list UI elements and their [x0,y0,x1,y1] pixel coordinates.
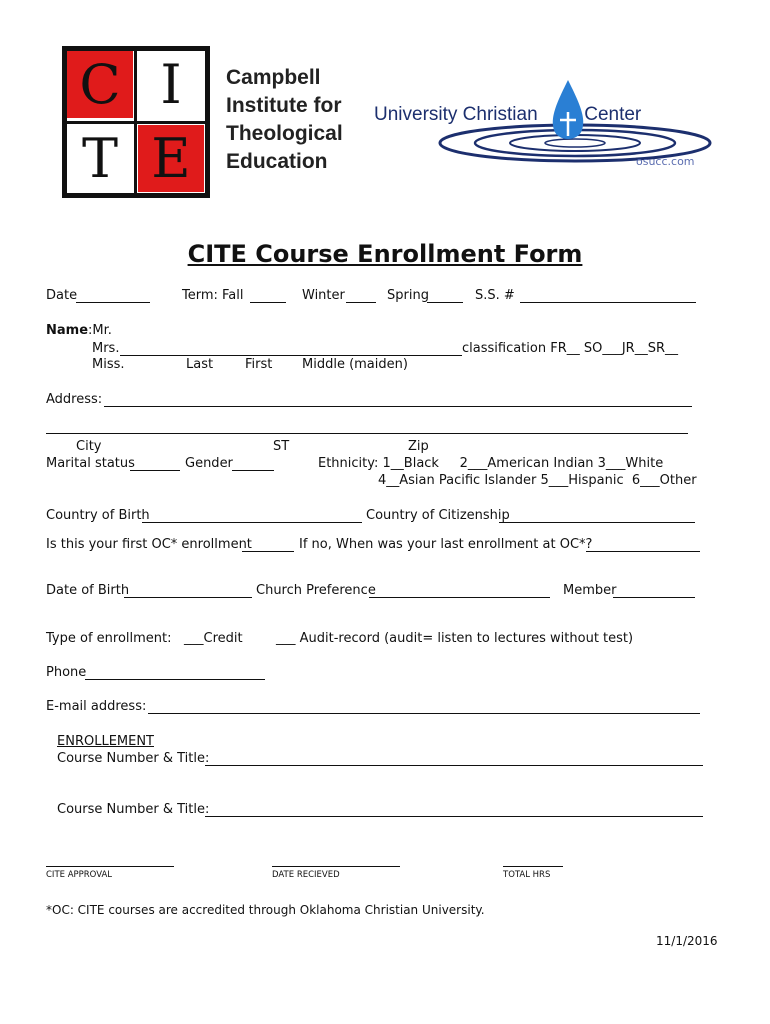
email-field[interactable] [148,713,700,714]
member-field[interactable] [613,597,695,598]
ethnicity-line-2[interactable]: 4__Asian Pacific Islander 5___Hispanic 6___Other [378,473,697,488]
title-mr: :Mr. [88,323,112,338]
state-caption: ST [273,439,290,454]
ucc-name-left: University Christian [374,104,538,125]
full-name-field[interactable] [120,355,462,356]
title-miss: Miss. [92,357,125,372]
cite-name-line: Institute for [226,94,342,117]
cite-approval-caption: CITE APPROVAL [46,870,113,880]
last-name-caption: Last [186,357,214,372]
email-label: E-mail address: [46,699,147,714]
country-of-citizenship-label: Country of Citizenship [366,508,510,523]
gender-field[interactable] [232,470,274,471]
course-2-label: Course Number & Title: [57,802,210,817]
logo-letter-c: C [67,51,133,118]
middle-name-caption: Middle (maiden) [302,357,408,372]
last-enrollment-field[interactable] [586,551,700,552]
form-title: CITE Course Enrollment Form [187,240,583,268]
country-of-citizenship-field[interactable] [499,522,695,523]
ucc-url: osucc.com [636,155,695,168]
date-received-field[interactable] [272,866,400,867]
ss-label: S.S. # [475,288,515,303]
total-hrs-caption: TOTAL HRS [503,870,551,880]
term-winter-field[interactable] [346,302,376,303]
title-mrs: Mrs. [92,341,120,356]
date-label: Date [46,288,78,303]
cite-name-line: Theological [226,122,343,145]
logo-letter-i: I [160,53,182,116]
course-1-field[interactable] [205,765,703,766]
ethnicity-line-1[interactable]: Ethnicity: 1__Black 2___American Indian 3___White [318,456,664,471]
course-1-label: Course Number & Title: [57,751,210,766]
first-enrollment-field[interactable] [242,551,294,552]
name-label [46,323,112,338]
date-of-birth-label: Date of Birth [46,583,130,598]
form-date: 11/1/2016 [656,934,718,948]
enrollement-heading: ENROLLEMENT [57,734,154,749]
country-of-birth-field[interactable] [142,522,362,523]
last-enrollment-label: If no, When was your last enrollment at OC*? [299,537,593,552]
term-winter-label: Winter [302,288,345,303]
ss-field[interactable] [520,302,696,303]
country-of-birth-label: Country of Birth [46,508,150,523]
logo-cross-horizontal [67,121,205,124]
footnote: *OC: CITE courses are accredited through Oklahoma Christian University. [46,903,485,917]
cite-name-line: Education [226,150,328,173]
cite-institute-name [226,64,343,176]
zip-caption: Zip [408,439,429,454]
term-spring-field[interactable] [427,302,463,303]
church-preference-field[interactable] [369,597,550,598]
address-line-2[interactable] [46,433,688,434]
term-fall-field[interactable] [250,302,286,303]
address-line-1[interactable] [104,406,692,407]
ucc-title [374,104,641,126]
term-spring-label: Spring [387,288,429,303]
course-2-field[interactable] [205,816,703,817]
marital-status-field[interactable] [130,470,180,471]
date-received-caption: DATE RECIEVED [272,870,340,880]
credit-option[interactable]: ___Credit [184,631,243,646]
cite-approval-field[interactable] [46,866,174,867]
term-fall-label: Term: Fall [182,288,244,303]
phone-label: Phone [46,665,87,680]
gender-label: Gender [185,456,233,471]
marital-status-label: Marital status [46,456,135,471]
enrollment-type-label: Type of enrollment: [46,631,172,646]
first-enrollment-label: Is this your first OC* enrollment [46,537,252,552]
phone-field[interactable] [85,679,265,680]
member-label: Member [563,583,617,598]
date-of-birth-field[interactable] [124,597,252,598]
cite-name-line: Campbell [226,66,321,89]
first-name-caption: First [245,357,273,372]
cite-logo [62,46,210,198]
total-hrs-field[interactable] [503,866,563,867]
city-caption: City [76,439,102,454]
name-label-text: Name [46,323,89,338]
church-preference-label: Church Preference [256,583,376,598]
classification-label: classification FR__ SO___JR__SR__ [462,341,678,356]
logo-letter-e: E [138,125,204,192]
audit-option[interactable]: ___ Audit-record (audit= listen to lectures without test) [276,631,634,646]
logo-letter-t: T [81,127,119,190]
ucc-name-right: Center [584,104,642,125]
date-field[interactable] [76,302,150,303]
address-label: Address: [46,392,103,407]
